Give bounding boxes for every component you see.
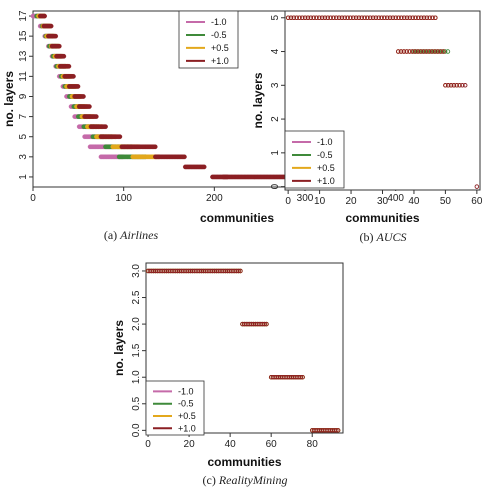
legend-box (179, 11, 238, 68)
legend-label: +1.0 (211, 55, 229, 66)
legend-label: -0.5 (317, 149, 333, 160)
chart-caption: (a) Airlines (103, 228, 159, 242)
y-axis-label: no. layers (251, 72, 265, 129)
legend-label: -0.5 (178, 398, 194, 409)
legend-label: -0.5 (211, 29, 227, 40)
legend-label: +1.0 (317, 175, 335, 186)
y-tick-label: 1 (270, 150, 281, 156)
data-point (153, 145, 157, 149)
x-tick-label: 0 (30, 193, 36, 204)
data-point (53, 34, 57, 38)
legend-label: +0.5 (178, 410, 196, 421)
x-tick-label: 400 (387, 193, 405, 204)
y-tick-label: 4 (270, 48, 281, 55)
y-tick-label: 15 (18, 30, 29, 42)
chart-caption: (b) AUCS (359, 230, 407, 244)
y-tick-label: 3.0 (131, 264, 142, 278)
data-point (49, 24, 53, 28)
x-tick-label: 10 (314, 196, 326, 207)
y-tick-label: 1 (18, 174, 29, 180)
y-tick-label: 1.5 (131, 343, 142, 358)
legend (285, 131, 344, 188)
y-tick-label: 9 (18, 93, 29, 100)
legend-label: +0.5 (317, 162, 335, 173)
data-point (202, 165, 206, 169)
legend-box (285, 131, 344, 188)
legend (179, 11, 238, 68)
x-tick-label: 30 (376, 196, 389, 207)
data-point (81, 94, 85, 98)
data-point (87, 104, 91, 108)
data-point (67, 64, 71, 68)
data-point (118, 135, 122, 139)
x-tick-label: 20 (183, 439, 195, 450)
x-tick-label: 80 (306, 439, 318, 450)
y-tick-label: 2 (270, 116, 281, 122)
x-tick-label: 0 (285, 196, 291, 207)
data-point (94, 114, 98, 118)
y-tick-label: 2.0 (131, 317, 142, 332)
y-tick-label: 0 (270, 183, 281, 190)
x-tick-label: 60 (265, 439, 277, 450)
legend-label: -1.0 (178, 386, 194, 397)
data-point (42, 14, 46, 18)
legend-label: +1.0 (178, 423, 196, 434)
y-tick-label: 0.0 (131, 423, 142, 438)
y-tick-label: 7 (18, 113, 29, 120)
y-tick-label: 3 (270, 82, 281, 89)
y-tick-label: 3 (18, 154, 29, 160)
chart-panel-2 (251, 11, 483, 244)
x-tick-label: 40 (224, 439, 236, 450)
y-axis-label: no. layers (112, 319, 126, 377)
y-tick-label: 0.5 (131, 396, 142, 411)
y-tick-label: 13 (18, 50, 29, 62)
legend (146, 381, 204, 435)
legend-label: -1.0 (211, 17, 227, 28)
x-tick-label: 60 (471, 196, 483, 207)
x-tick-label: 300 (296, 193, 314, 204)
legend-label: +0.5 (211, 42, 229, 53)
y-tick-label: 1.0 (131, 370, 142, 385)
x-axis-label: communities (199, 211, 275, 225)
y-axis-label: no. layers (2, 70, 16, 128)
data-point (182, 155, 186, 159)
data-point (103, 124, 107, 128)
chart-panel-3 (112, 263, 343, 487)
x-axis-label: communities (345, 211, 420, 225)
y-tick-label: 5 (18, 133, 29, 140)
y-tick-label: 17 (18, 10, 29, 22)
data-point (57, 44, 61, 48)
data-point (76, 84, 80, 88)
y-tick-label: 2.5 (131, 290, 142, 305)
data-point (71, 74, 75, 78)
y-tick-label: 11 (18, 71, 29, 82)
x-tick-label: 50 (439, 196, 451, 207)
x-tick-label: 40 (408, 196, 420, 207)
x-tick-label: 20 (345, 196, 357, 207)
x-tick-label: 0 (145, 439, 151, 450)
x-tick-label: 100 (115, 193, 133, 204)
legend-label: -1.0 (317, 137, 333, 148)
x-tick-label: 200 (205, 193, 223, 204)
x-axis-label: communities (207, 455, 282, 469)
data-point (62, 54, 66, 58)
y-tick-label: 5 (270, 14, 281, 21)
chart-caption: (c) RealityMining (202, 473, 288, 487)
